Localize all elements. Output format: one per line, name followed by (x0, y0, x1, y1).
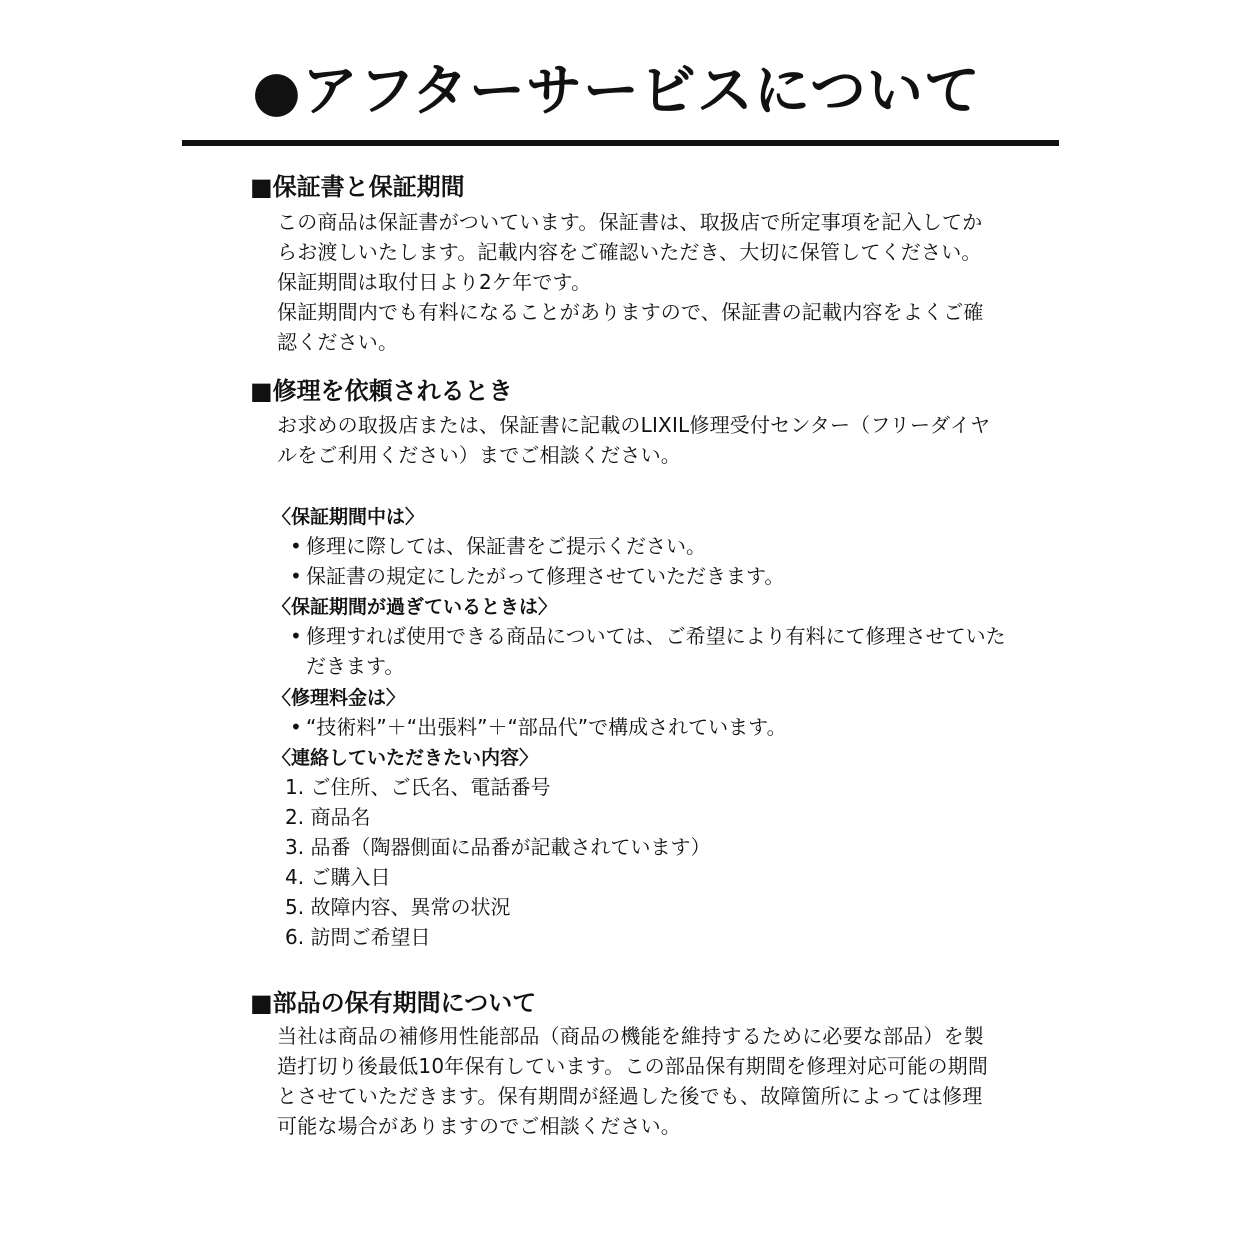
warranty-paragraph: 保証期間は取付日より2ケ年です。 (277, 270, 592, 294)
contact-item: 1. ご住所、ご氏名、電話番号 (285, 775, 551, 799)
bullet-text: 修理に際しては、保証書をご提示ください。 (306, 534, 706, 558)
warranty-heading: ■保証書と保証期間 (250, 173, 465, 201)
contact-item: 6. 訪問ご希望日 (285, 925, 431, 949)
contact-item: 5. 故障内容、異常の状況 (285, 895, 511, 919)
parts-heading: ■部品の保有期間について (250, 989, 537, 1017)
contact-heading: 〈連絡していただきたい内容〉 (272, 747, 539, 769)
bullet-text: 保証書の規定にしたがって修理させていただきます。 (306, 564, 785, 588)
parts-body: 当社は商品の補修用性能部品（商品の機能を維持するために必要な部品）を製造打切り後最低10年保有しています。この部品保有期間を修理対応可能の期間とさせていただきます。保有期間が経過した後でも、故障箇所によっては修理可能な場合がありますのでご相談ください。 (277, 1024, 989, 1138)
fee-bullet (290, 712, 1011, 742)
contact-item: 3. 品番（陶器側面に品番が記載されています） (285, 835, 711, 859)
during-warranty-bullet (290, 531, 1011, 561)
bullet-text: 修理すれば使用できる商品については、ご希望により有料にて修理させていただきます。 (306, 624, 1006, 678)
warranty-paragraph: 保証期間内でも有料になることがありますので、保証書の記載内容をよくご確認ください。 (277, 300, 984, 354)
contact-item: 2. 商品名 (285, 805, 371, 829)
warranty-paragraph: この商品は保証書がついています。保証書は、取扱店で所定事項を記入してからお渡しいたします。記載内容をご確認いただき、大切に保管してください。 (277, 210, 983, 264)
bullet-dot: • (290, 564, 302, 588)
warranty-body (277, 207, 1001, 357)
repair-intro: お求めの取扱店または、保証書に記載のLIXIL修理受付センター（フリーダイヤルをご利用ください）までご相談ください。 (277, 413, 991, 467)
bullet-text: “技術料”＋“出張料”＋“部品代”で構成されています。 (306, 715, 787, 739)
during-warranty-bullet (290, 561, 1011, 591)
after-warranty-heading: 〈保証期間が過ぎているときは〉 (272, 596, 558, 618)
title-divider (182, 140, 1059, 146)
after-warranty-bullet (290, 621, 1011, 681)
bullet-dot: • (290, 534, 302, 558)
bullet-dot: • (290, 624, 302, 648)
bullet-dot: • (290, 715, 302, 739)
repair-heading: ■修理を依頼されるとき (250, 377, 513, 405)
during-warranty-heading: 〈保証期間中は〉 (272, 506, 425, 528)
fee-heading: 〈修理料金は〉 (272, 687, 406, 709)
contact-item: 4. ご購入日 (285, 865, 391, 889)
page-title: ●アフターサービスについて (252, 59, 981, 124)
